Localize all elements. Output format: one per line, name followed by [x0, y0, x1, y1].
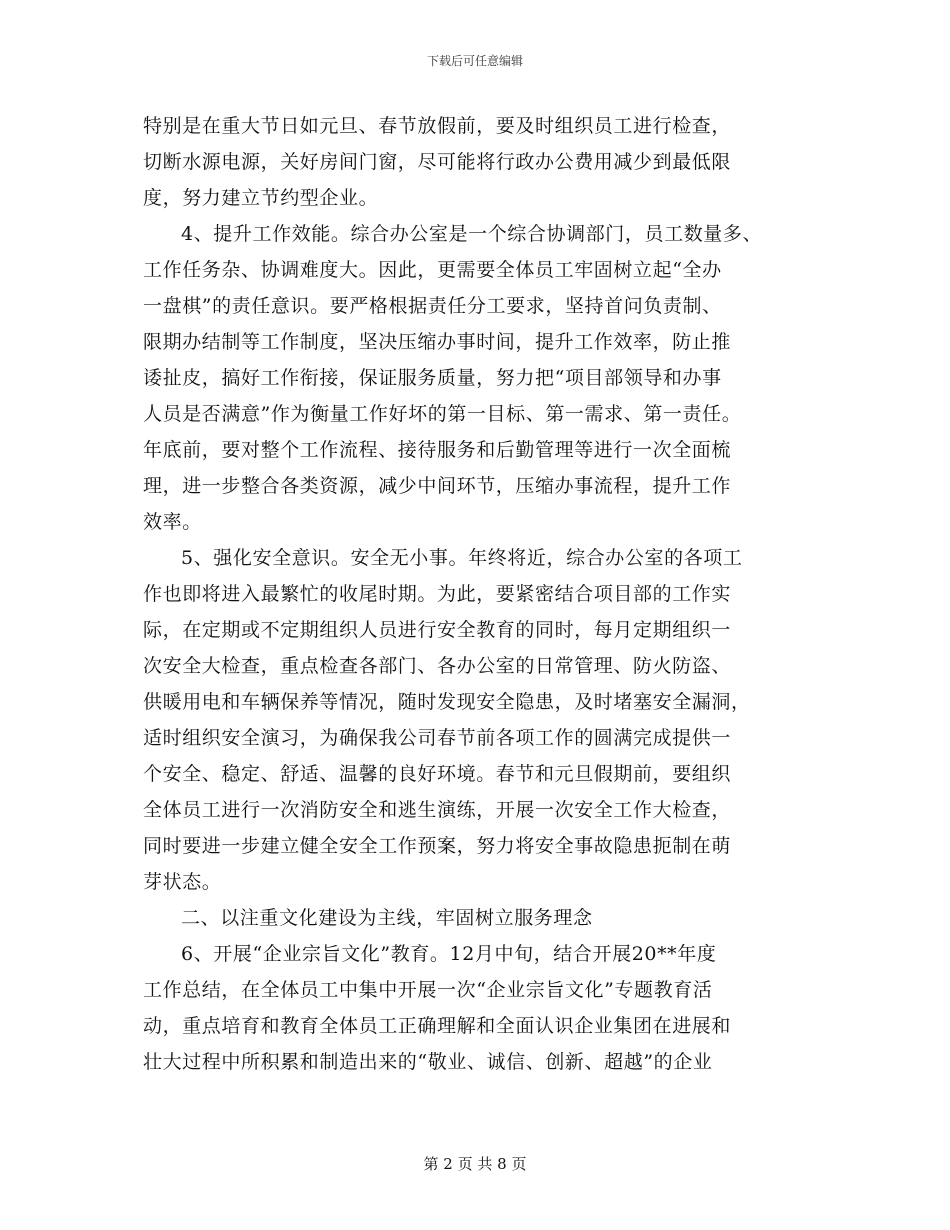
text-line: 适时组织安全演习，为确保我公司春节前各项工作的圆满完成提供一	[143, 727, 732, 749]
text-line: 限期办结制等工作制度，坚决压缩办事时间，提升工作效率，防止推	[143, 331, 732, 353]
text-line: 工作总结，在全体员工中集中开展一次“企业宗旨文化”专题教育活	[143, 979, 713, 1001]
text-line: 一盘棋”的责任意识。要严格根据责任分工要求，坚持首问负责制、	[143, 295, 722, 317]
text-line: 度，努力建立节约型企业。	[143, 187, 379, 209]
section-heading: 二、以注重文化建设为主线，牢固树立服务理念	[181, 907, 593, 929]
paragraph-start-line: 5、强化安全意识。安全无小事。年终将近，综合办公室的各项工	[181, 547, 743, 569]
text-line: 个安全、稳定、舒适、温馨的良好环境。春节和元旦假期前，要组织	[143, 763, 732, 785]
text-line: 际，在定期或不定期组织人员进行安全教育的同时，每月定期组织一	[143, 619, 732, 641]
text-line: 人员是否满意”作为衡量工作好坏的第一目标、第一需求、第一责任。	[143, 403, 742, 425]
paragraph-start-line: 6、开展“企业宗旨文化”教育。12月中旬，结合开展20**年度	[181, 943, 717, 965]
text-line: 工作任务杂、协调难度大。因此，更需要全体员工牢固树立起“全办	[143, 259, 722, 281]
text-line: 供暖用电和车辆保养等情况，随时发现安全隐患，及时堵塞安全漏洞，	[143, 691, 751, 713]
page-footer: 第 2 页 共 8 页	[423, 1155, 527, 1173]
text-line: 诿扯皮，搞好工作衔接，保证服务质量，努力把“项目部领导和办事	[143, 367, 722, 389]
text-line: 芽状态。	[143, 871, 222, 893]
text-line: 特别是在重大节日如元旦、春节放假前，要及时组织员工进行检查，	[143, 115, 732, 137]
text-line: 切断水源电源，关好房间门窗，尽可能将行政办公费用减少到最低限	[143, 151, 732, 173]
paragraph-start-line: 4、提升工作效能。综合办公室是一个综合协调部门，员工数量多、	[181, 223, 763, 245]
text-line: 年底前，要对整个工作流程、接待服务和后勤管理等进行一次全面梳	[143, 439, 732, 461]
text-line: 理，进一步整合各类资源，减少中间环节，压缩办事流程，提升工作	[143, 475, 732, 497]
text-line: 次安全大检查，重点检查各部门、各办公室的日常管理、防火防盗、	[143, 655, 732, 677]
page-header: 下载后可任意编辑	[426, 54, 523, 68]
text-line: 效率。	[143, 511, 202, 533]
document-body	[143, 108, 813, 1080]
text-line: 动，重点培育和教育全体员工正确理解和全面认识企业集团在进展和	[143, 1015, 732, 1037]
text-line: 全体员工进行一次消防安全和逃生演练，开展一次安全工作大检查，	[143, 799, 732, 821]
text-line: 同时要进一步建立健全安全工作预案，努力将安全事故隐患扼制在萌	[143, 835, 732, 857]
text-line: 壮大过程中所积累和制造出来的“敬业、诚信、创新、超越”的企业	[143, 1051, 713, 1073]
text-line: 作也即将进入最繁忙的收尾时期。为此，要紧密结合项目部的工作实	[143, 583, 732, 605]
